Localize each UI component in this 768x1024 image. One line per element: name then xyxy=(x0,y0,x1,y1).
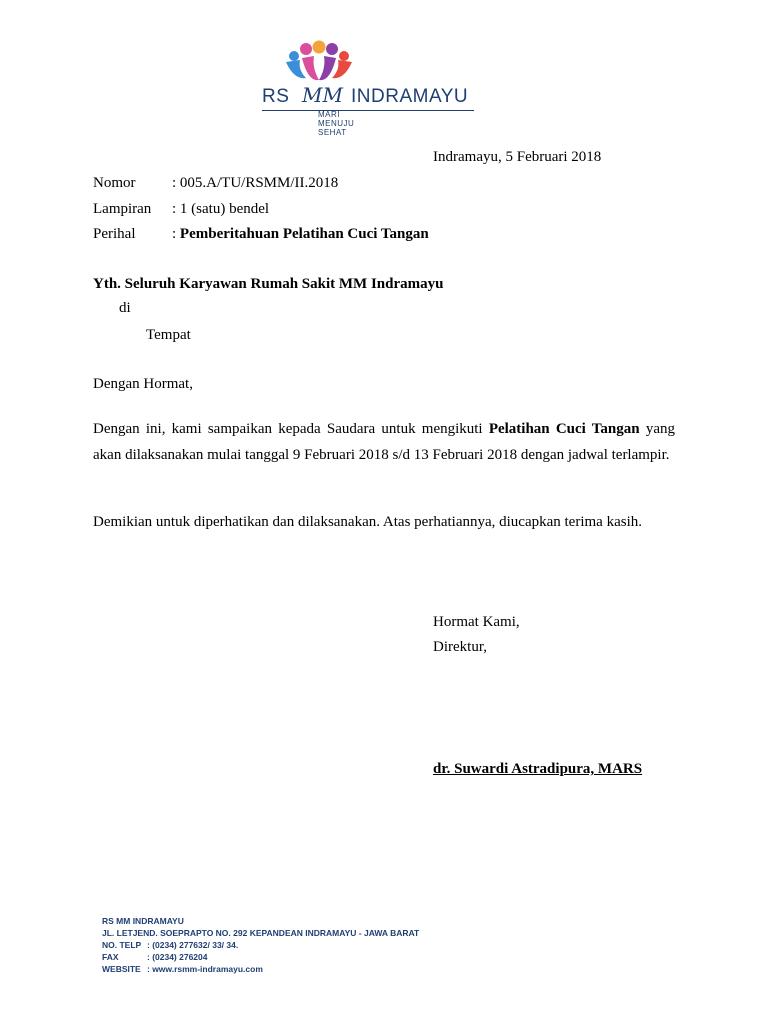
meta-label-lampiran: Lampiran xyxy=(93,201,152,217)
brand-mark: MM xyxy=(302,83,343,107)
hospital-logo-icon xyxy=(284,40,354,84)
brand-prefix: RS xyxy=(262,86,290,107)
meta-value-lampiran: : 1 (satu) bendel xyxy=(172,201,270,217)
footer-website xyxy=(102,963,263,975)
body-1-text-end: yang akan dilaksanakan mulai tanggal 9 Februari 2018 s/d 13 Februari 2018 dengan jadwal terlampir. xyxy=(93,421,675,463)
signatory-name: dr. Suwardi Astradipura, MARS xyxy=(433,761,643,777)
body-paragraph-1 xyxy=(93,416,675,468)
meta-label-perihal: Perihal xyxy=(93,226,136,242)
perihal-subject: Pemberitahuan Pelatihan Cuci Tangan xyxy=(179,226,429,242)
brand-name: INDRAMAYU xyxy=(351,86,469,107)
footer-phone xyxy=(102,939,238,951)
recipient-place: Tempat xyxy=(146,327,191,343)
footer-phone-label: NO. TELP xyxy=(102,940,142,950)
perihal-colon: : xyxy=(172,226,180,242)
footer-fax-label: FAX xyxy=(102,952,119,962)
closing: Hormat Kami, xyxy=(433,614,520,630)
meta-value-perihal xyxy=(172,224,429,244)
body-1-text-start: Dengan ini, kami sampaikan kepada Saudara untuk mengikuti xyxy=(93,421,489,437)
footer-website-label: WEBSITE xyxy=(102,964,141,974)
salutation: Dengan Hormat, xyxy=(93,376,193,392)
signatory-position: Direktur, xyxy=(433,639,487,655)
meta-label-nomor: Nomor xyxy=(93,175,136,191)
footer-fax-value: : (0234) 276204 xyxy=(147,952,208,962)
brand-underline xyxy=(262,110,474,111)
body-paragraph-2: Demikian untuk diperhatikan dan dilaksanakan. Atas perhatiannya, diucapkan terima kasih. xyxy=(93,514,642,530)
brand-tagline: MARI MENUJU SEHAT xyxy=(318,110,355,137)
footer-address: JL. LETJEND. SOEPRAPTO NO. 292 KEPANDEAN INDRAMAYU - JAWA BARAT xyxy=(102,928,420,938)
place-date: Indramayu, 5 Februari 2018 xyxy=(433,149,602,165)
recipient-di: di xyxy=(119,300,131,316)
footer-fax xyxy=(102,951,208,963)
footer-phone-value: : (0234) 277632/ 33/ 34. xyxy=(147,940,239,950)
recipient: Yth. Seluruh Karyawan Rumah Sakit MM Indramayu xyxy=(93,276,444,292)
footer-org: RS MM INDRAMAYU xyxy=(102,916,184,926)
footer-website-value: : www.rsmm-indramayu.com xyxy=(147,964,263,974)
meta-value-nomor: : 005.A/TU/RSMM/II.2018 xyxy=(172,175,339,191)
body-1-training-name: Pelatihan Cuci Tangan xyxy=(488,421,640,437)
